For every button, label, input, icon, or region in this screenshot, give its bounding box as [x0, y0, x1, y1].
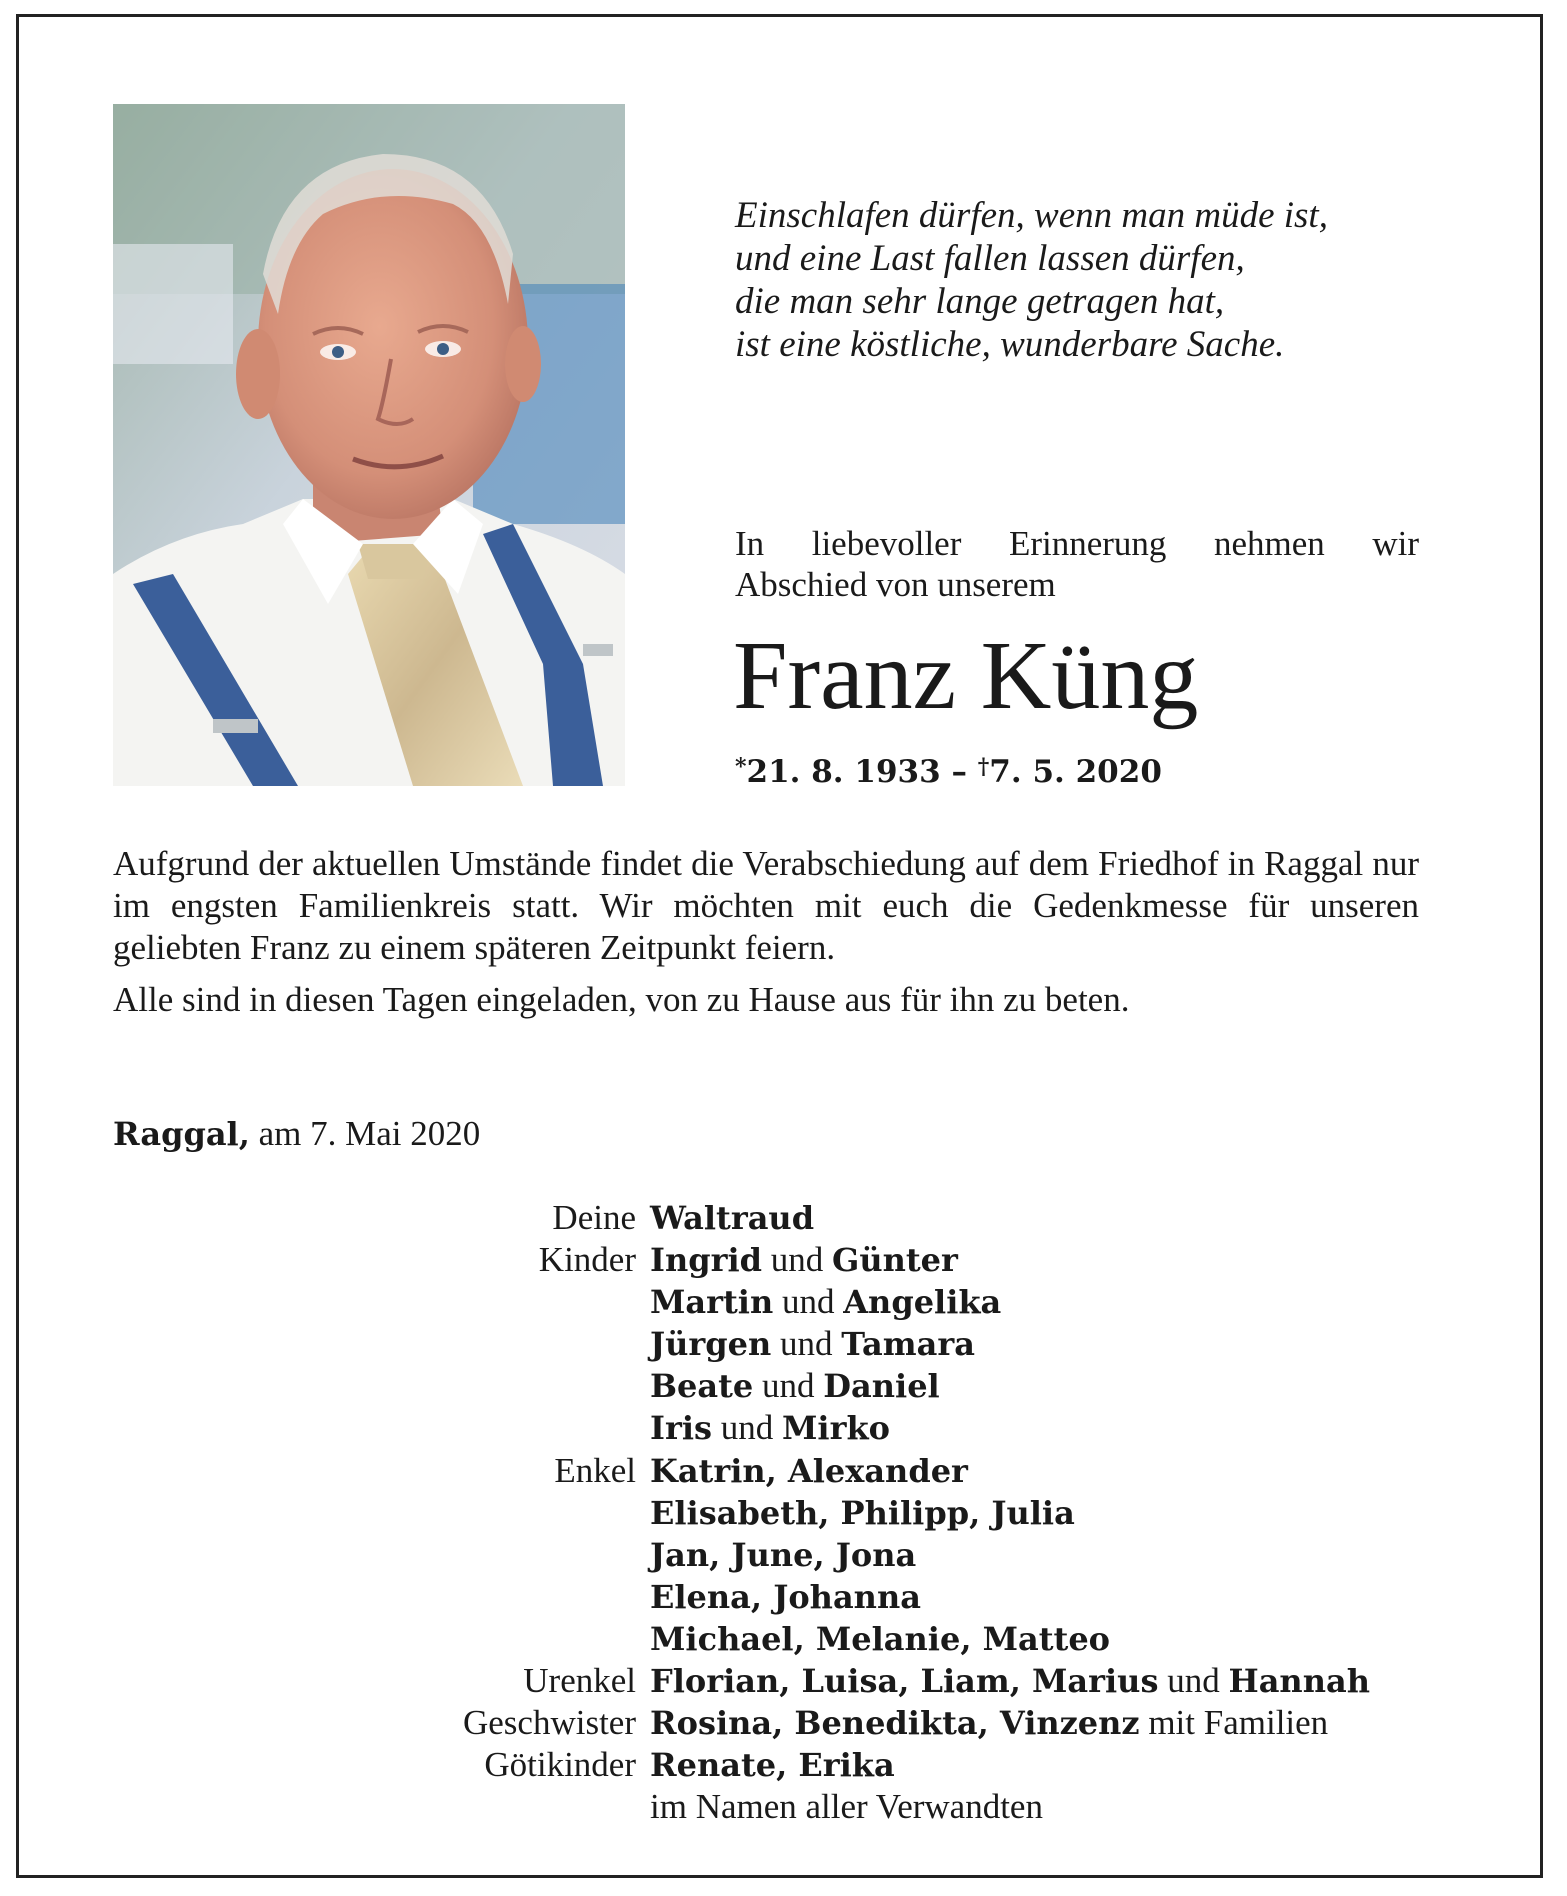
poem-line: die man sehr lange getragen hat,: [735, 281, 1225, 322]
mourner-name: Martin: [650, 1283, 774, 1322]
relation-label: [200, 1618, 650, 1660]
poem-line: ist eine köstliche, wunderbare Sache.: [735, 324, 1285, 365]
mourner-row: [200, 1239, 1370, 1281]
mourner-names: [650, 1786, 1043, 1828]
birth-symbol: *: [735, 754, 747, 780]
intro-word: Erinnerung: [1008, 524, 1167, 563]
relation-label: [200, 1323, 650, 1365]
mourner-name: Elena, Johanna: [650, 1577, 921, 1616]
relation-label: [200, 1492, 650, 1534]
mourner-names: [650, 1492, 1075, 1534]
place-town: Raggal,: [113, 1115, 250, 1153]
relation-label: [200, 1365, 650, 1407]
mourner-row: [200, 1534, 1370, 1576]
relation-label: Götikinder: [484, 1745, 636, 1785]
mourner-row: [200, 1450, 1370, 1492]
mourner-name: Iris: [650, 1409, 712, 1448]
mourner-names: [650, 1365, 940, 1407]
birth-date: 21. 8. 1933: [746, 754, 941, 790]
connector-text: und: [753, 1366, 824, 1406]
relation-label: [200, 1786, 650, 1828]
mourner-names: [650, 1239, 958, 1281]
mourner-name: Rosina, Benedikta, Vinzenz: [650, 1704, 1140, 1743]
relation-label: [200, 1407, 650, 1449]
mourner-row: [200, 1618, 1370, 1660]
mourner-name: Renate, Erika: [650, 1746, 895, 1785]
place-date-text: am 7. Mai 2020: [249, 1114, 481, 1153]
mourner-names: [650, 1323, 975, 1365]
connector-text: und: [712, 1408, 782, 1448]
relation-label: Enkel: [554, 1450, 636, 1490]
mourner-row: [200, 1407, 1370, 1449]
mourner-row: [200, 1702, 1370, 1744]
poem-line: Einschlafen dürfen, wenn man müde ist,: [735, 195, 1328, 236]
place-date: [113, 1113, 480, 1155]
mourner-name: Jürgen: [650, 1325, 772, 1364]
mourners-list: [200, 1197, 1370, 1828]
intro-word: liebevoller: [811, 524, 962, 563]
announcement-paragraph: Aufgrund der aktuellen Umstände findet die Verabschiedung auf dem Friedhof in Raggal nur im engsten Familienkreis statt. Wir möchten mit euch die Gedenkmesse für unseren geliebten Franz zu einem späteren Zeitpunkt feiern.: [113, 844, 1419, 967]
mourner-row: [200, 1786, 1370, 1828]
mourner-names: [650, 1534, 916, 1576]
relation-label: [200, 1576, 650, 1618]
mourner-name: Katrin, Alexander: [650, 1451, 968, 1490]
mourner-names: [650, 1407, 890, 1449]
relation-label: Geschwister: [462, 1703, 636, 1743]
announcement-paragraph: Alle sind in diesen Tagen eingeladen, von zu Hause aus für ihn zu beten.: [113, 980, 1130, 1019]
mourner-name: Mirko: [782, 1409, 890, 1448]
mourner-row: [200, 1323, 1370, 1365]
mourner-name: Jan, June, Jona: [650, 1535, 917, 1574]
mourner-row: [200, 1744, 1370, 1786]
mourner-name: Angelika: [843, 1283, 1002, 1322]
mourner-names: [650, 1576, 921, 1618]
relation-label: Urenkel: [523, 1661, 636, 1701]
mourner-name: Beate: [650, 1367, 754, 1406]
mourner-name: Tamara: [841, 1325, 975, 1364]
relation-label: Kinder: [538, 1240, 636, 1280]
mourner-row: [200, 1197, 1370, 1239]
connector-text: mit Familien: [1139, 1703, 1329, 1743]
portrait-image: [113, 104, 625, 786]
connector-text: und: [771, 1324, 842, 1364]
mourner-row: [200, 1492, 1370, 1534]
relation-label: [200, 1281, 650, 1323]
mourner-names: [650, 1660, 1370, 1702]
connector-text: und: [773, 1282, 844, 1322]
mourner-row: [200, 1576, 1370, 1618]
connector-text: und: [1158, 1661, 1229, 1701]
mourner-name: Ingrid: [650, 1241, 762, 1280]
mourner-name: Elisabeth, Philipp, Julia: [650, 1493, 1075, 1532]
mourner-name: Florian, Luisa, Liam, Marius: [650, 1662, 1159, 1701]
portrait-photo: [113, 104, 625, 786]
mourner-names: [650, 1197, 814, 1239]
date-separator: –: [940, 754, 978, 790]
connector-text: im Namen aller Verwandten: [650, 1787, 1043, 1827]
mourner-row: [200, 1281, 1370, 1323]
announcement-text: [113, 843, 1419, 1021]
mourner-names: [650, 1618, 1110, 1660]
mourner-name: Hannah: [1228, 1662, 1370, 1701]
death-date: 7. 5. 2020: [989, 754, 1162, 790]
relation-label: [200, 1534, 650, 1576]
mourner-name: Waltraud: [650, 1199, 815, 1237]
intro-word: In: [735, 524, 765, 563]
intro-line-2: Abschied von unserem: [735, 565, 1056, 604]
mourner-name: Daniel: [823, 1367, 940, 1406]
mourner-names: [650, 1702, 1328, 1744]
life-dates: [735, 747, 1162, 792]
mourner-names: [650, 1281, 1001, 1323]
mourner-row: [200, 1660, 1370, 1702]
intro-text: [735, 523, 1419, 605]
relation-label: Deine: [552, 1198, 636, 1237]
deceased-name: Franz Küng: [733, 622, 1199, 730]
mourner-names: [650, 1450, 968, 1492]
death-symbol: †: [977, 754, 990, 780]
poem: [735, 194, 1328, 366]
connector-text: und: [762, 1240, 832, 1280]
intro-line-1: [735, 523, 1419, 564]
mourner-row: [200, 1365, 1370, 1407]
intro-word: nehmen: [1213, 524, 1325, 563]
poem-line: und eine Last fallen lassen dürfen,: [735, 238, 1245, 279]
mourner-names: [650, 1744, 895, 1786]
mourner-name: Michael, Melanie, Matteo: [650, 1619, 1111, 1658]
intro-word: wir: [1372, 524, 1419, 563]
mourner-name: Günter: [832, 1241, 958, 1280]
